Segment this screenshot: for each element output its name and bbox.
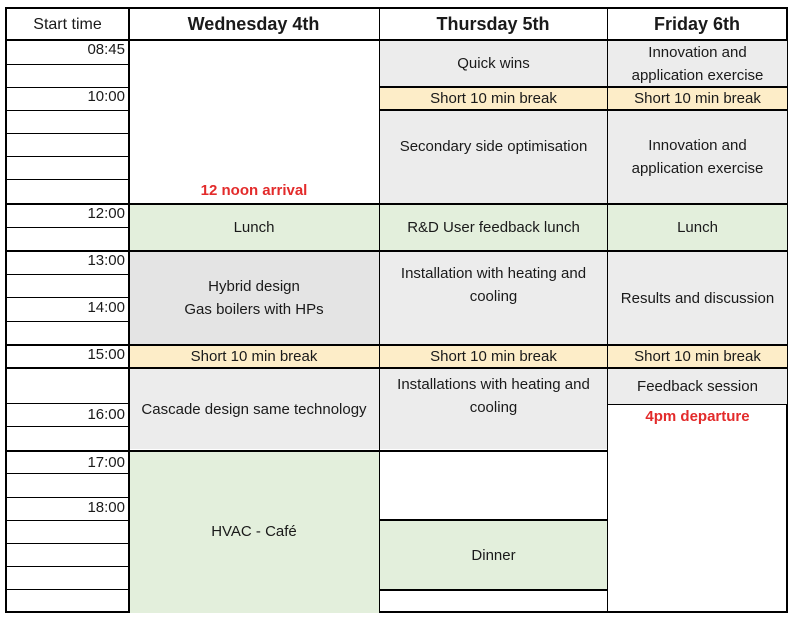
section-divider (379, 367, 787, 369)
wed-break: Short 10 min break (129, 346, 379, 367)
fri-departure-note: 4pm departure (645, 408, 750, 425)
time-row-line (7, 274, 128, 275)
wed-lunch: Lunch (129, 205, 379, 250)
time-row-line (7, 473, 128, 474)
wed-hybrid-line2: Gas boilers with HPs (184, 301, 324, 318)
time-row-line (7, 133, 128, 134)
time-row-line (7, 110, 128, 111)
col-divider-time (128, 9, 130, 613)
wed-hybrid-line1: Hybrid design (208, 278, 300, 295)
time-row-line (7, 64, 128, 65)
time-1800: 18:00 (87, 499, 125, 516)
fri-innovation-2: Innovation and application exercise (608, 111, 787, 203)
thu-empty-slot (380, 452, 607, 519)
time-row-line (7, 566, 128, 567)
fri-innovation-1: Innovation and application exercise (608, 41, 787, 86)
header-friday: Friday 6th (653, 13, 741, 34)
time-row-line (7, 403, 128, 404)
thu-break-am: Short 10 min break (380, 88, 607, 109)
time-row-line (7, 227, 128, 228)
wed-cascade-design: Cascade design same technology (129, 369, 379, 449)
col-divider-thu (607, 9, 608, 613)
section-divider (379, 203, 787, 205)
fri-lunch: Lunch (608, 205, 787, 250)
fri-departure-slot (608, 405, 787, 613)
wed-arrival-slot (129, 41, 379, 203)
time-1300: 13:00 (87, 252, 125, 269)
time-1500: 15:00 (87, 346, 125, 363)
section-divider (7, 367, 380, 369)
time-row-line (7, 179, 128, 180)
time-0845: 08:45 (87, 41, 125, 58)
section-divider (379, 109, 787, 111)
time-row-line (7, 520, 128, 521)
time-row-line (7, 543, 128, 544)
thu-installation-1: Installation with heating and cooling (380, 252, 607, 344)
section-divider (379, 86, 787, 88)
wed-arrival-note: 12 noon arrival (200, 182, 308, 199)
section-divider (7, 250, 380, 252)
thu-quick-wins: Quick wins (380, 41, 607, 86)
fri-feedback-session: Feedback session (608, 369, 787, 404)
section-divider (379, 344, 787, 346)
thu-break-pm: Short 10 min break (380, 346, 607, 367)
section-divider (7, 203, 380, 205)
col-divider-wed (379, 9, 380, 613)
section-divider (379, 519, 608, 521)
section-divider (379, 250, 787, 252)
time-1200: 12:00 (87, 205, 125, 222)
fri-break-pm: Short 10 min break (608, 346, 787, 367)
time-row-line (7, 321, 128, 322)
header-divider (7, 39, 787, 41)
section-divider (379, 589, 608, 591)
thu-installation-2: Installations with heating and cooling (380, 369, 607, 449)
section-divider (379, 450, 608, 452)
wed-hvac-cafe: HVAC - Café (129, 452, 379, 613)
time-row-line (7, 156, 128, 157)
section-divider (7, 450, 380, 452)
time-1600: 16:00 (87, 406, 125, 423)
time-1400: 14:00 (87, 299, 125, 316)
wed-hybrid-design (129, 252, 379, 344)
thu-secondary-side: Secondary side optimisation (380, 111, 607, 203)
time-row-line (7, 426, 128, 427)
fri-results: Results and discussion (608, 252, 787, 344)
fri-break-am: Short 10 min break (608, 88, 787, 109)
time-1700: 17:00 (87, 454, 125, 471)
schedule-table (5, 7, 788, 613)
section-divider (607, 404, 787, 405)
time-row-line (7, 589, 128, 590)
header-start-time: Start time (33, 15, 102, 33)
time-row-line (7, 497, 128, 498)
time-row-line (7, 87, 128, 88)
thu-dinner: Dinner (380, 521, 607, 589)
time-1000: 10:00 (87, 88, 125, 105)
thu-rd-lunch: R&D User feedback lunch (380, 205, 607, 250)
section-divider (7, 344, 380, 346)
header-wednesday: Wednesday 4th (187, 13, 320, 34)
header-thursday: Thursday 5th (436, 13, 550, 34)
time-row-line (7, 297, 128, 298)
